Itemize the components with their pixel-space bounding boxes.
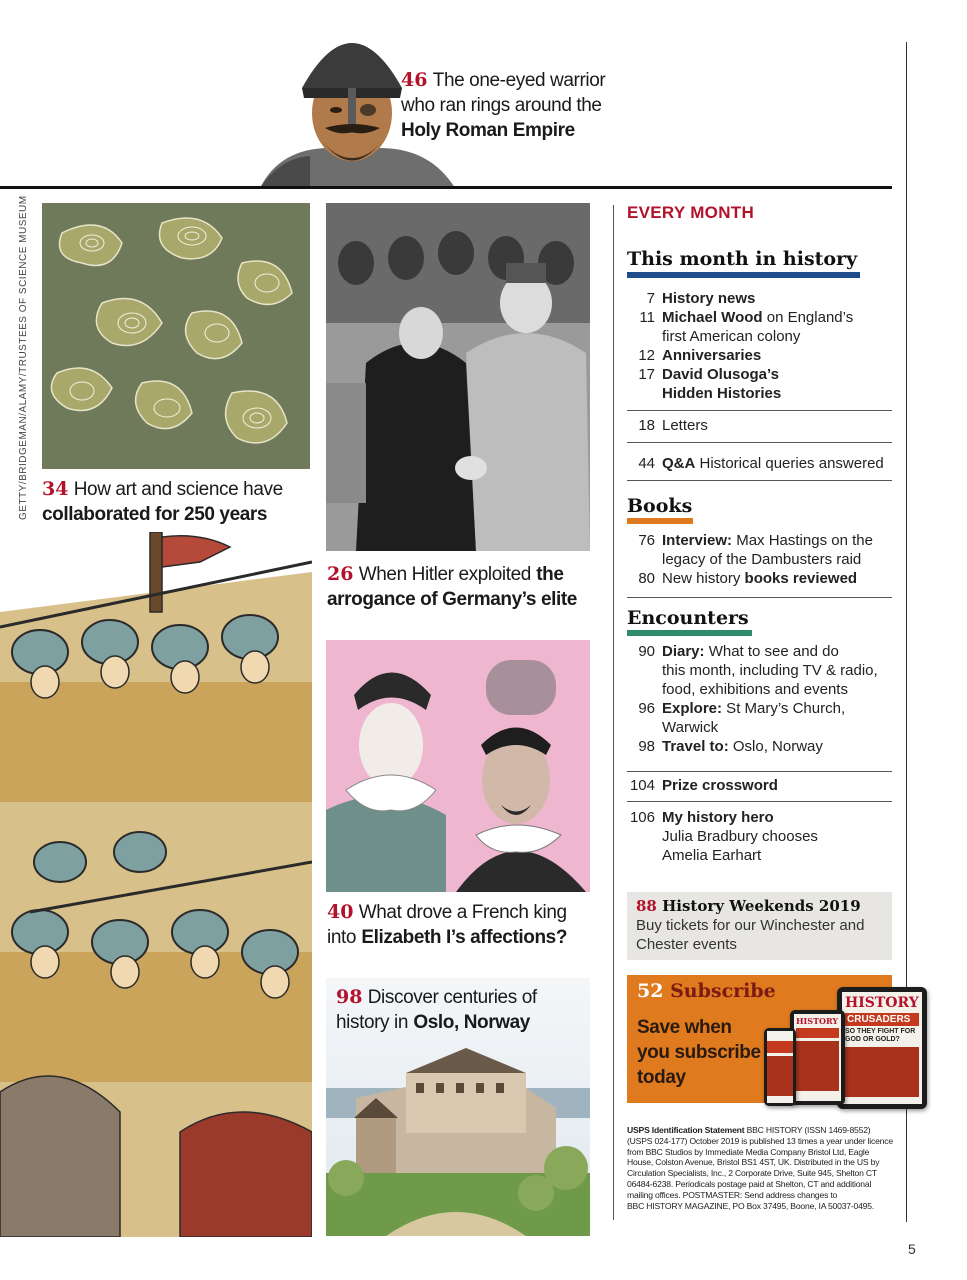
subscribe-line3: today [637,1067,686,1088]
feature-art-science-caption[interactable] [42,477,283,527]
toc-item[interactable] [627,416,892,435]
toc-bold: Diary: [662,643,705,660]
toc-text: first American colony [662,328,801,345]
feature-hitler-caption[interactable] [327,562,577,612]
toc-text: on England’s [762,309,854,326]
toc-item[interactable] [627,454,897,473]
toc-page: 106 [629,809,655,826]
toc-page: 98 [638,738,655,755]
subscribe-number: 52 [637,980,664,1002]
feature-french-king-pre2: into [327,927,357,948]
toc-this-month [627,289,892,403]
feature-art-science-line2: collaborated for 250 years [42,504,268,525]
toc-item[interactable] [627,531,897,569]
feature-art-science-number: 34 [42,478,69,500]
weekends-number: 88 [636,897,657,915]
toc-text: Max Hastings on the [732,532,873,549]
toc-text: Oslo, Norway [728,738,823,755]
tablet-mag-title: HISTORY [845,995,919,1011]
usps-line: (USPS 024-177) October 2019 is published 13 times a year under licence [627,1135,893,1146]
toc-page: 12 [638,347,655,364]
history-weekends-box[interactable] [627,892,892,960]
toc-item[interactable] [627,776,897,795]
toc-page: 76 [638,532,655,549]
elizabeth-french-king-image [326,640,590,892]
feature-oslo-bold2: Oslo, Norway [413,1012,530,1033]
section-books-title: Books [627,495,693,517]
toc-text: Amelia Earhart [662,847,762,864]
tablet-device [837,987,927,1109]
feature-oslo-caption[interactable] [336,985,537,1035]
toc-page: 18 [638,417,655,434]
feature-hitler-line2: arrogance of Germany’s elite [327,589,577,610]
toc-bold: Michael Wood [662,309,763,326]
feature-warrior-number: 46 [401,69,428,91]
toc-bold: History news [662,290,756,307]
feature-french-king-line1: What drove a French king [358,902,567,923]
toc-page: 80 [638,570,655,587]
subscribe-line2: you subscribe [637,1042,761,1063]
medieval-battle-image [0,532,312,1237]
section-this-month-title: This month in history [627,248,858,270]
feature-french-king-caption[interactable] [327,900,567,950]
toc-bold: Hidden Histories [662,385,782,402]
toc-page: 7 [646,290,655,307]
top-divider [0,186,892,189]
section-books-bar [627,518,693,524]
toc-page: 96 [638,700,655,717]
toc-item[interactable] [627,346,892,365]
toc-item[interactable] [627,365,892,403]
usps-line: BBC HISTORY (ISSN 1469-8552) [746,1125,871,1135]
toc-item[interactable] [627,569,897,588]
subscribe-title: Subscribe [670,980,776,1002]
toc-divider [627,597,892,598]
feature-art-science-line1: How art and science have [73,479,283,500]
toc-bold: Travel to: [662,738,729,755]
photo-credit: GETTY/BRIDGEMAN/ALAMY/TRUSTEES OF SCIENCE MUSEUM [18,195,29,520]
toc-bold: books reviewed [744,570,858,587]
every-month-label: EVERY MONTH [627,203,755,222]
feature-hitler-bold1: the [536,564,564,585]
usps-line: from BBC Studios by Immediate Media Company Bristol Ltd, Eagle [627,1146,870,1157]
toc-divider [627,480,892,481]
toc-item[interactable] [627,699,897,737]
weekends-title: History Weekends 2019 [662,897,861,915]
section-encounters-title: Encounters [627,607,749,629]
feature-warrior-line1: The one-eyed warrior [432,70,606,91]
feature-hitler-line1: When Hitler exploited [358,564,531,585]
toc-bold: Anniversaries [662,347,762,364]
toc-text: legacy of the Dambusters raid [662,551,862,568]
feature-oslo-pre2: history in [336,1012,409,1033]
toc-text: food, exhibitions and events [662,681,848,698]
section-encounters-bar [627,630,752,636]
toc-bold: Q&A [662,455,696,472]
feature-warrior-line2: who ran rings around the [401,95,602,116]
section-this-month-bar [627,272,860,278]
toc-bold: Prize crossword [662,777,778,794]
toc-page: 17 [638,366,655,383]
weekends-line2: Chester events [636,936,737,953]
usps-line: 06484-6238. Periodicals postage paid at Shelton, CT and additional [627,1178,872,1189]
toc-item[interactable] [627,808,897,865]
usps-line: House, Colston Avenue, Bristol BS1 4ST, UK. Distributed in the US by [627,1157,880,1168]
feature-hitler-number: 26 [327,563,354,585]
toc-bold: My history hero [662,809,774,826]
tablet-mag-sub: SO THEY FIGHT FOR GOD OR GOLD? [845,1028,916,1043]
toc-item[interactable] [627,308,892,346]
toc-divider [627,442,892,443]
tablet-mag-cover: CRUSADERS [845,1013,919,1026]
toc-divider [627,410,892,411]
feature-warrior-line3: Holy Roman Empire [401,120,575,141]
usps-statement [627,1125,897,1211]
feature-oslo-line1: Discover centuries of [367,987,537,1008]
column-divider [613,205,614,1220]
toc-item[interactable] [627,289,892,308]
weekends-line1: Buy tickets for our Winchester and [636,917,865,934]
toc-page: 104 [629,777,655,794]
ipad-mini-device [790,1010,845,1105]
toc-text: Letters [662,417,708,434]
feature-warrior-caption[interactable] [401,68,605,143]
toc-text: Julia Bradbury chooses [662,828,818,845]
toc-bold: David Olusoga’s [662,366,779,383]
hitler-photo [326,203,590,551]
ipad-mini-mag-title: HISTORY [796,1016,839,1026]
toc-item[interactable] [627,642,897,699]
toc-bold: Explore: [662,700,723,717]
toc-page: 90 [638,643,655,660]
toc-item[interactable] [627,737,897,756]
toc-page: 11 [639,309,655,326]
toc-text: New history [662,570,745,587]
feature-oslo-number: 98 [336,986,363,1008]
phone-device [764,1028,796,1106]
toc-bold: Interview: [662,532,733,549]
page-number: 5 [908,1241,916,1257]
usps-heading: USPS Identification Statement [627,1125,745,1135]
toc-text: St Mary’s Church, [722,700,846,717]
toc-encounters [627,642,897,756]
toc-divider [627,771,892,772]
usps-line: Circulation Specialists, Inc., 2 Corporate Drive, Suite 945, Shelton CT [627,1168,877,1179]
feature-french-king-bold2: Elizabeth I’s affections? [361,927,568,948]
feature-french-king-number: 40 [327,901,354,923]
toc-text: What to see and do [704,643,839,660]
toc-page: 44 [638,455,655,472]
toc-text: this month, including TV & radio, [662,662,878,679]
usps-line: BBC HISTORY MAGAZINE, PO Box 37495, Boone, IA 50037-0495. [627,1200,875,1211]
toc-text: Historical queries answered [695,455,884,472]
toc-divider [627,801,892,802]
subscribe-line1: Save when [637,1017,732,1038]
usps-line: mailing offices. POSTMASTER: Send address changes to [627,1189,838,1200]
toc-text: Warwick [662,719,719,736]
art-science-image [42,203,310,469]
toc-books [627,531,897,588]
